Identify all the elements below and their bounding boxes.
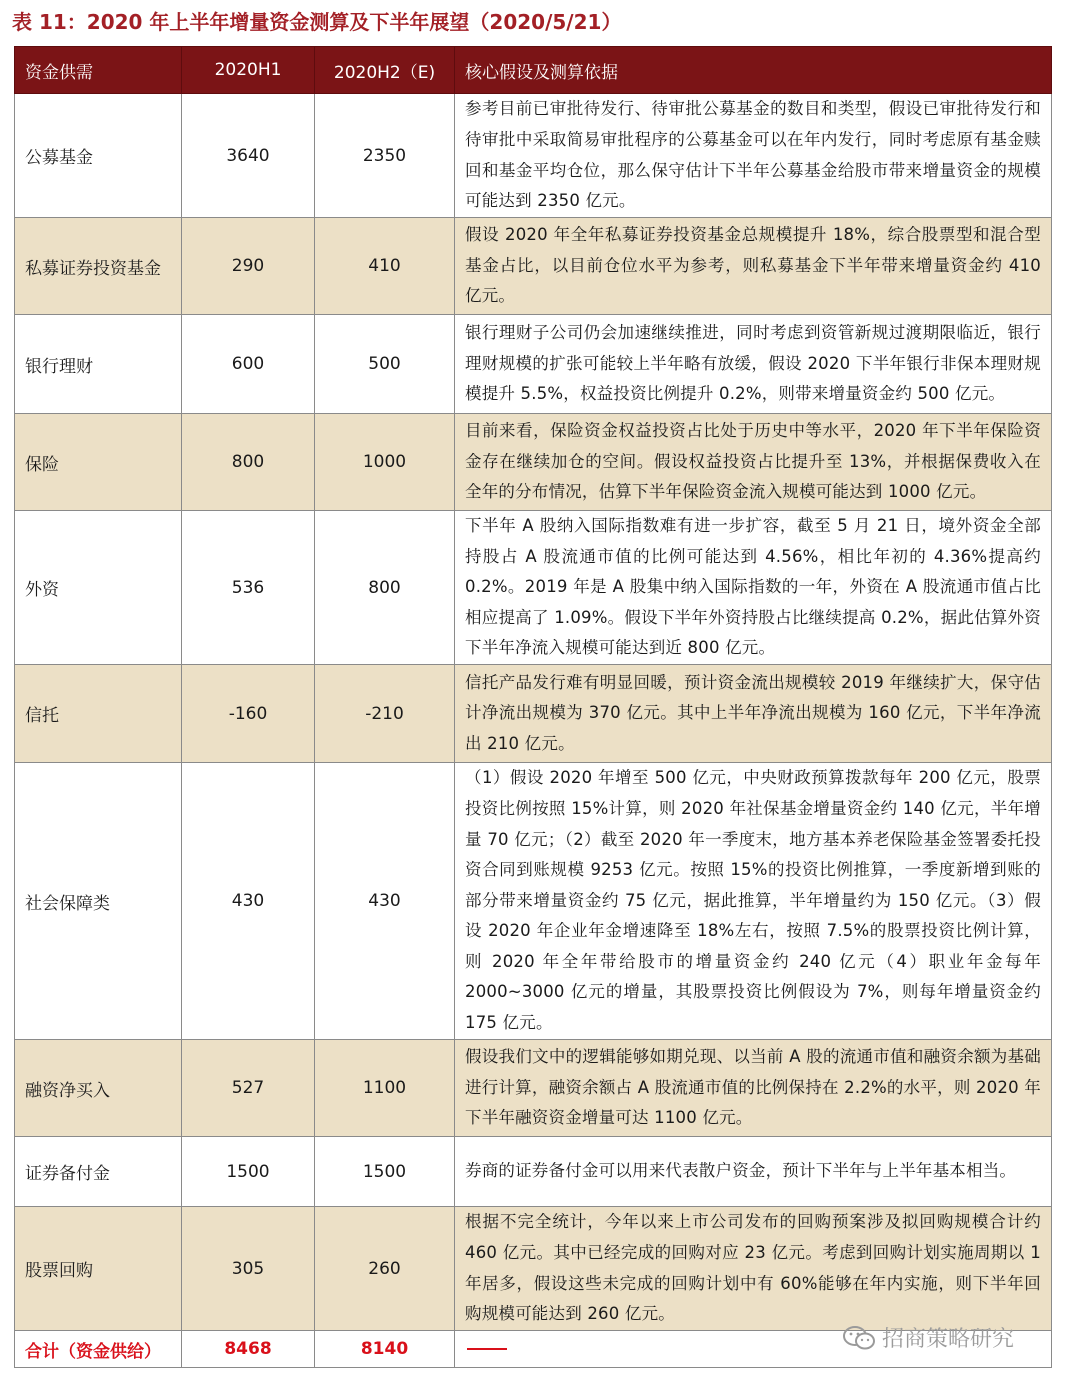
row-h1: 430: [182, 763, 315, 1040]
table-row: [15, 94, 1052, 218]
total-name: 合计（资金供给）: [15, 1331, 182, 1368]
watermark-text: 招商策略研究: [882, 1327, 1015, 1352]
row-h1: 290: [182, 218, 315, 315]
row-desc: 下半年 A 股纳入国际指数难有进一步扩容，截至 5 月 21 日，境外资金全部持股占 A 股流通市值的比例可能达到 4.56%，相比年初的 4.36%提高约 0.2%。2019 年是 A 股集中纳入国际指数的一年，外资在 A 股流通市值占比相应提高了 1.09%。假设下半年外资持股占比继续提高 0.2%，据此估算外资下半年净流入规模可能达到近 800 亿元。: [455, 511, 1052, 665]
row-desc: 假设我们文中的逻辑能够如期兑现、以当前 A 股的流通市值和融资余额为基础进行计算，融资余额占 A 股流通市值的比例保持在 2.2%的水平，则 2020 年下半年融资资金增量可达 1100 亿元。: [455, 1040, 1052, 1137]
table-header-row: [15, 47, 1052, 94]
watermark: [842, 1322, 1014, 1353]
total-h2: 8140: [315, 1331, 455, 1368]
row-h2: -210: [315, 665, 455, 763]
row-h2: 800: [315, 511, 455, 665]
row-desc: 假设 2020 年全年私募证券投资基金总规模提升 18%，综合股票型和混合型基金占比，以目前仓位水平为参考，则私募基金下半年带来增量资金约 410 亿元。: [455, 218, 1052, 315]
row-h2: 1100: [315, 1040, 455, 1137]
row-h1: -160: [182, 665, 315, 763]
row-name: 社会保障类: [15, 763, 182, 1040]
row-desc: 信托产品发行难有明显回暖，预计资金流出规模较 2019 年继续扩大，保守估计净流出规模为 370 亿元。其中上半年净流出规模为 160 亿元，下半年净流出 210 亿元。: [455, 665, 1052, 763]
total-h1: 8468: [182, 1331, 315, 1368]
row-h2: 2350: [315, 94, 455, 218]
row-desc: 银行理财子公司仍会加速继续推进，同时考虑到资管新规过渡期限临近，银行理财规模的扩张可能较上半年略有放缓，假设 2020 下半年银行非保本理财规模提升 5.5%，权益投资比例提升 0.2%，则带来增量资金约 500 亿元。: [455, 315, 1052, 414]
table-row: [15, 665, 1052, 763]
table-row: [15, 763, 1052, 1040]
row-name: 融资净买入: [15, 1040, 182, 1137]
row-h1: 1500: [182, 1137, 315, 1207]
wechat-icon: [842, 1325, 876, 1351]
table-title: 表 11：2020 年上半年增量资金测算及下半年展望（2020/5/21）: [12, 10, 622, 34]
table-row: [15, 315, 1052, 414]
row-h2: 500: [315, 315, 455, 414]
row-h1: 536: [182, 511, 315, 665]
row-h2: 1000: [315, 414, 455, 511]
row-desc: 目前来看，保险资金权益投资占比处于历史中等水平，2020 年下半年保险资金存在继续加仓的空间。假设权益投资占比提升至 13%，并根据保费收入在全年的分布情况，估算下半年保险资金流入规模可能达到 1000 亿元。: [455, 414, 1052, 511]
row-name: 公募基金: [15, 94, 182, 218]
row-h2: 410: [315, 218, 455, 315]
table-row: [15, 1137, 1052, 1207]
row-name: 银行理财: [15, 315, 182, 414]
table-row: [15, 511, 1052, 665]
header-2020h1: 2020H1: [182, 47, 315, 94]
table-row: [15, 1207, 1052, 1331]
row-name: 私募证券投资基金: [15, 218, 182, 315]
row-h1: 3640: [182, 94, 315, 218]
table-row: [15, 414, 1052, 511]
row-h2: 1500: [315, 1137, 455, 1207]
dash-mark: [467, 1348, 507, 1350]
row-h1: 800: [182, 414, 315, 511]
row-name: 证券备付金: [15, 1137, 182, 1207]
table-row: [15, 1040, 1052, 1137]
header-assumptions: 核心假设及测算依据: [455, 47, 1052, 94]
row-name: 信托: [15, 665, 182, 763]
row-name: 保险: [15, 414, 182, 511]
row-h2: 260: [315, 1207, 455, 1331]
row-desc: （1）假设 2020 年增至 500 亿元，中央财政预算拨款每年 200 亿元，股票投资比例按照 15%计算，则 2020 年社保基金增量资金约 140 亿元，半年增量 70 亿元；（2）截至 2020 年一季度末，地方基本养老保险基金签署委托投资合同到账规模 9253 亿元。按照 15%的投资比例推算，一季度新增到账的部分带来增量资金约 75 亿元，据此推算，半年增量约为 150 亿元。（3）假设 2020 年企业年金增速降至 18%左右，按照 7.5%的股票投资比例计算，则 2020 年全年带给股市的增量资金约 240 亿元（4）职业年金每年 2000~3000 亿元的增量，其股票投资比例假设为 7%，则每年增量资金约 175 亿元。: [455, 763, 1052, 1040]
table-row: [15, 218, 1052, 315]
header-2020h2: 2020H2（E): [315, 47, 455, 94]
row-h1: 527: [182, 1040, 315, 1137]
row-h1: 600: [182, 315, 315, 414]
row-name: 股票回购: [15, 1207, 182, 1331]
row-desc: 券商的证券备付金可以用来代表散户资金，预计下半年与上半年基本相当。: [455, 1137, 1052, 1207]
row-h1: 305: [182, 1207, 315, 1331]
row-name: 外资: [15, 511, 182, 665]
row-h2: 430: [315, 763, 455, 1040]
row-desc: 参考目前已审批待发行、待审批公募基金的数目和类型，假设已审批待发行和待审批中采取简易审批程序的公募基金可以在年内发行，同时考虑原有基金赎回和基金平均仓位，那么保守估计下半年公募基金给股市带来增量资金的规模可能达到 2350 亿元。: [455, 94, 1052, 218]
header-supply-demand: 资金供需: [15, 47, 182, 94]
row-desc: 根据不完全统计，今年以来上市公司发布的回购预案涉及拟回购规模合计约 460 亿元。其中已经完成的回购对应 23 亿元。考虑到回购计划实施周期以 1 年居多，假设这些未完成的回购计划中有 60%能够在年内实施，则下半年回购规模可能达到 260 亿元。: [455, 1207, 1052, 1331]
capital-flow-table: [14, 46, 1052, 1368]
